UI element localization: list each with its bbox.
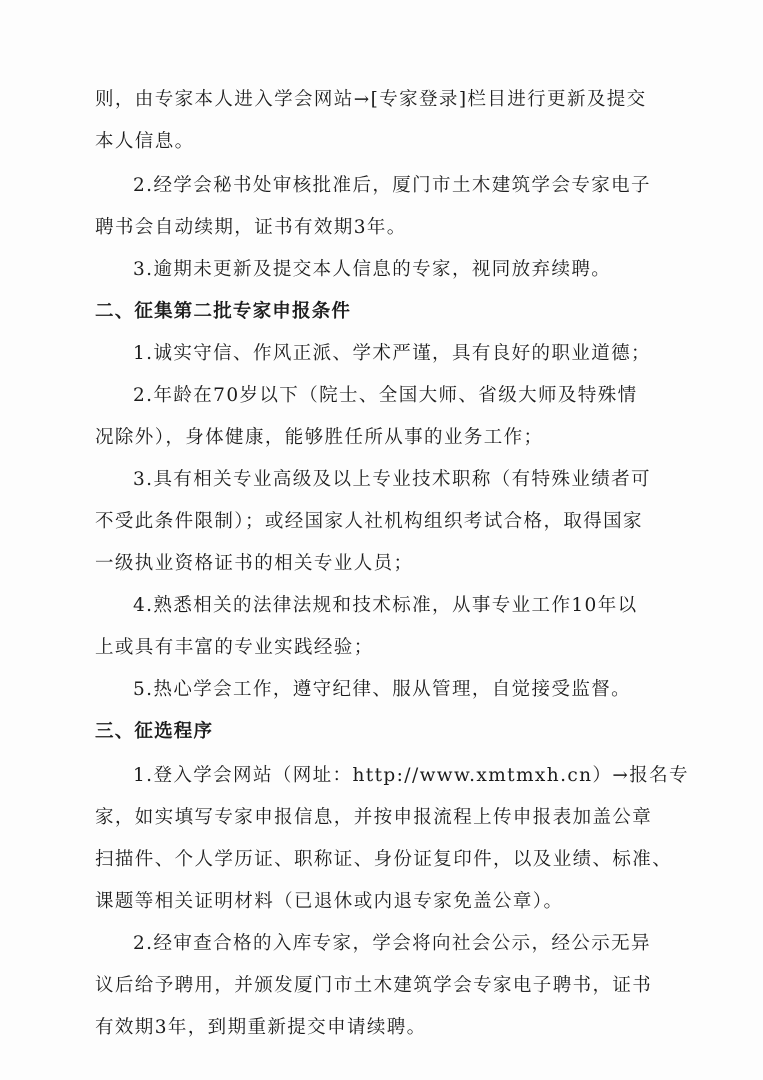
paragraph-line: 况除外），身体健康，能够胜任所从事的业务工作； [95, 427, 544, 448]
paragraph-line: 1.登入学会网站（网址：http://www.xmtmxh.cn）→报名专 [133, 765, 689, 786]
paragraph-line: 议后给予聘用，并颁发厦门市土木建筑学会专家电子聘书，证书 [95, 975, 653, 996]
section-heading: 二、征集第二批专家申报条件 [95, 301, 352, 322]
paragraph-line: 课题等相关证明材料（已退休或内退专家免盖公章）。 [95, 891, 564, 912]
paragraph-line: 2.经审查合格的入库专家，学会将向社会公示，经公示无异 [133, 933, 651, 954]
paragraph-line: 2.经学会秘书处审核批准后，厦门市土木建筑学会专家电子 [133, 175, 651, 196]
paragraph-line: 3.逾期未更新及提交本人信息的专家，视同放弃续聘。 [133, 259, 612, 280]
paragraph-line: 一级执业资格证书的相关专业人员； [95, 553, 414, 574]
paragraph-line: 1.诚实守信、作风正派、学术严谨，具有良好的职业道德； [133, 343, 651, 364]
paragraph-line: 有效期3年，到期重新提交申请续聘。 [95, 1017, 427, 1038]
paragraph-line: 扫描件、个人学历证、职称证、身份证复印件，以及业绩、标准、 [95, 849, 673, 870]
paragraph-line: 聘书会自动续期，证书有效期3年。 [95, 217, 407, 238]
paragraph-line: 4.熟悉相关的法律法规和技术标准，从事专业工作10年以 [133, 595, 638, 616]
paragraph-line: 则，由专家本人进入学会网站→[专家登录]栏目进行更新及提交 [95, 89, 647, 110]
paragraph-line: 2.年龄在70岁以下（院士、全国大师、省级大师及特殊情 [133, 385, 638, 406]
section-heading: 三、征选程序 [95, 721, 214, 742]
paragraph-line: 3.具有相关专业高级及以上专业技术职称（有特殊业绩者可 [133, 469, 651, 490]
paragraph-line: 本人信息。 [95, 131, 195, 152]
paragraph-line: 上或具有丰富的专业实践经验； [95, 637, 374, 658]
paragraph-line: 家，如实填写专家申报信息，并按申报流程上传申报表加盖公章 [95, 807, 653, 828]
paragraph-line: 不受此条件限制）；或经国家人社机构组织考试合格，取得国家 [95, 511, 643, 532]
paragraph-line: 5.热心学会工作，遵守纪律、服从管理，自觉接受监督。 [133, 679, 632, 700]
